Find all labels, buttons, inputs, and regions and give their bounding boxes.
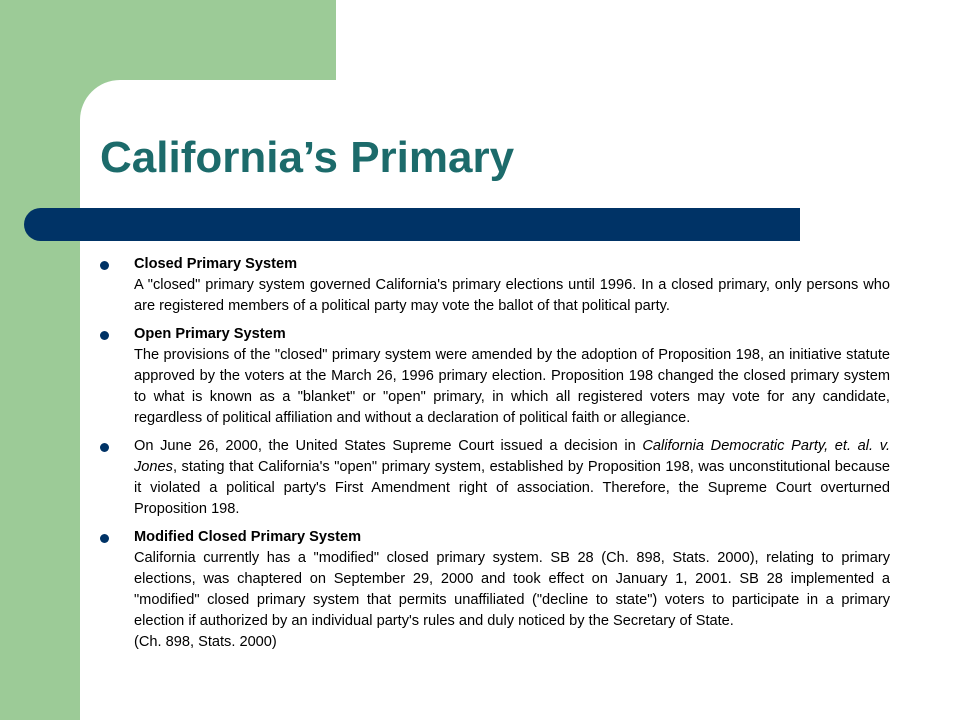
bullet-item-modified-closed-primary — [100, 527, 890, 653]
case-name: California Democratic Party, et. al. v. Jones — [134, 438, 890, 475]
bullet-heading: Modified Closed Primary System — [134, 529, 362, 545]
bullet-text: A "closed" primary system governed California's primary elections until 1996. In a closed primary, only persons who are registered members of a political party may vote the ballot of that political party. — [134, 277, 890, 314]
bullet-text-before: On June 26, 2000, the United States Supreme Court issued a decision in — [134, 438, 643, 454]
bullet-item-closed-primary — [100, 254, 890, 317]
bullet-text: California currently has a "modified" closed primary system. SB 28 (Ch. 898, Stats. 2000), relating to primary elections, was chaptered on September 29, 2000 and took effect on January 1, 2001. SB 28 implemented a "modified" closed primary system that permits unaffiliated ("decline to state") voters to participate in a primary election if authorized by an individual party's rules and duly noticed by the Secretary of State. — [134, 550, 890, 629]
bullet-list — [100, 254, 890, 660]
title-underline-bar — [24, 208, 800, 241]
bullet-item-open-primary — [100, 324, 890, 429]
bullet-text: The provisions of the "closed" primary system were amended by the adoption of Proposition 198, an initiative statute approved by the voters at the March 26, 1996 primary election. Proposition 198 changed the closed primary system to what is known as a "blanket" or "open" primary, in which all registered voters may vote for any candidate, regardless of political affiliation and without a declaration of political faith or allegiance. — [134, 347, 890, 426]
bullet-heading: Closed Primary System — [134, 256, 298, 272]
bullet-heading: Open Primary System — [134, 326, 286, 342]
bullet-icon — [100, 331, 109, 340]
bullet-icon — [100, 443, 109, 452]
bullet-citation: (Ch. 898, Stats. 2000) — [134, 634, 277, 650]
bullet-item-supreme-court — [100, 436, 890, 520]
bullet-icon — [100, 261, 109, 270]
bullet-text-after: , stating that California's "open" primary system, established by Proposition 198, was unconstitutional because it violated a political party's First Amendment right of association. Therefore, the Supreme Court overturned Proposition 198. — [134, 459, 890, 517]
bullet-icon — [100, 534, 109, 543]
slide-title: California’s Primary — [100, 133, 515, 182]
bullet-text — [134, 436, 890, 520]
